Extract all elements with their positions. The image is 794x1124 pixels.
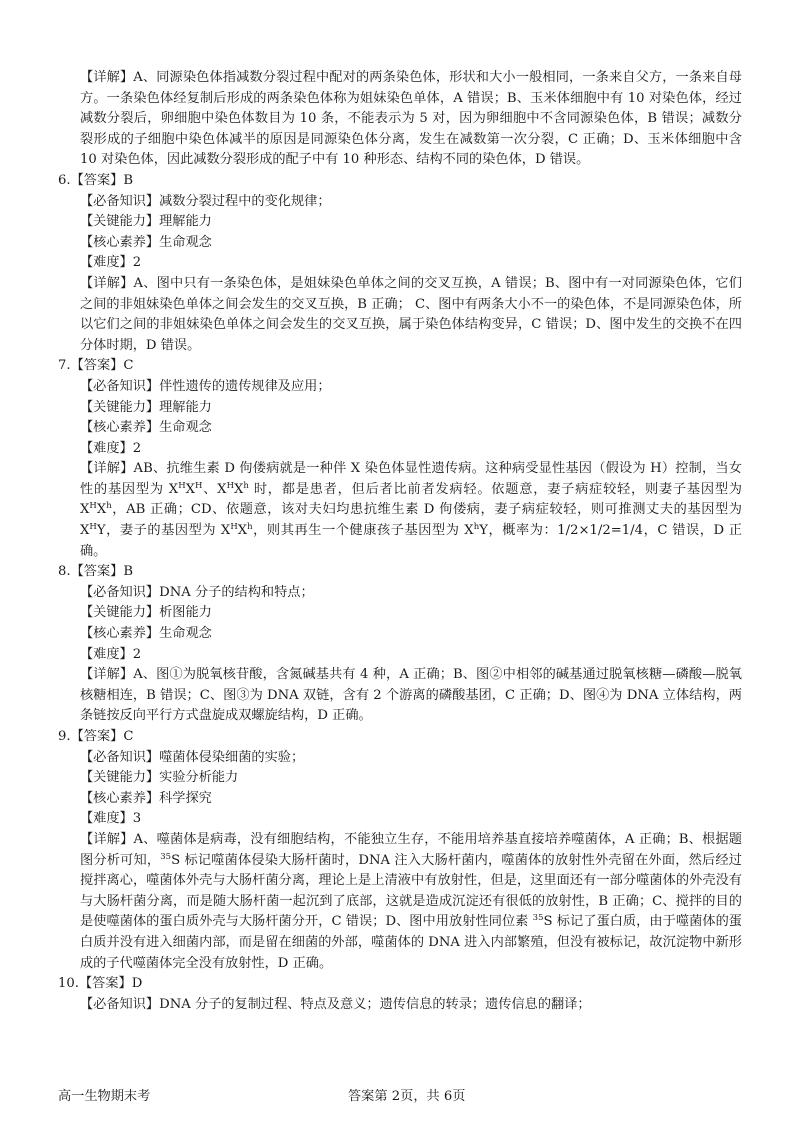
q9-difficulty: 【难度】3 <box>80 811 142 827</box>
q9-answer: 9.【答案】C <box>58 729 134 744</box>
q6-literacy: 【核心素养】生命观念 <box>80 234 212 250</box>
q5-detail: 【详解】A、同源染色体指减数分裂过程中配对的两条染色体，形状和大小一般相同，一条来自父方，一条来自母方。一条染色体经复制后形成的两条染色体称为姐妹染色单体，A 错误；B、玉米体细胞中有 10 对染色体，经过减数分裂后，卵细胞中染色体数目为 10 条，不能表示为 5 对，因为卵细胞中不含同源染色体，B 错误；减数分裂形成的子细胞中染色体减半的原因是同源染色体分离，发生在减数第一次分裂，C 正确；D、玉米体细胞中含 10 对染色体，因此减数分裂形成的配子中有 10 种形态、结构不同的染色体，D 错误。 <box>80 70 742 168</box>
q8-answer: 8.【答案】B <box>58 564 134 580</box>
q7-answer: 7.【答案】C <box>58 358 134 374</box>
q8-difficulty: 【难度】2 <box>80 646 142 662</box>
q8-knowledge: 【必备知识】DNA 分子的结构和特点； <box>80 584 314 600</box>
q6-knowledge: 【必备知识】减数分裂过程中的变化规律； <box>80 193 331 209</box>
q8-ability: 【关键能力】析图能力 <box>80 605 212 621</box>
q9-detail: 【详解】A、噬菌体是病毒，没有细胞结构，不能独立生存，不能用培养基直接培养噬菌体，A 正确；B、根据题图分析可知，$^{35}$S 标记噬菌体侵染大肠杆菌时，DNA 注入大肠杆菌内，噬菌体的放射性外壳留在外面，然后经过搅拌离心，噬菌体外壳与大肠杆菌分离，理论上是上清液中有放射性，但是，这里面还有一部分噬菌体的外壳没有与大肠杆菌分离，而是随大肠杆菌一起沉到了底部，这就是造成沉淀还有很低的放射性，B 正确；C、搅拌的目的是使噬菌体的蛋白质外壳与大肠杆菌分开，C 错误；D、图中用放射性同位素 $^{35}$S 标记了蛋白质，由于噬菌体的蛋白质并没有进入细菌内部，而是留在细菌的外部，噬菌体的 DNA 进入内部繁殖，但没有被标记，故沉淀物中新形成的子代噬菌体完全没有放射性，D 正确。 <box>80 831 742 971</box>
q7-ability: 【关键能力】理解能力 <box>80 399 212 415</box>
q6-difficulty: 【难度】2 <box>80 255 142 271</box>
q8-literacy: 【核心素养】生命观念 <box>80 626 212 642</box>
page-footer <box>58 1085 742 1105</box>
q6-detail: 【详解】A、图中只有一条染色体，是姐妹染色单体之间的交叉互换，A 错误；B、图中有一对同源染色体，它们之间的非姐妹染色单体之间会发生的交叉互换，B 正确； C、图中有两条大小不一的染色体，不是同源染色体，所以它们之间的非姐妹染色单体之间会发生的交叉互换，属于染色体结构变异，C 错误；D、图中发生的交换不在四分体时期，D 错误。 <box>80 275 742 353</box>
q7-detail: 【详解】AB、抗维生素 D 佝偻病就是一种伴 X 染色体显性遗传病。这种病受显性基因（假设为 H）控制，当女性的基因型为 $X^HX^H$、$X^HX^h$ 时，都是患者，但后者比前者发病轻。依题意，妻子病症较轻，则妻子基因型为 $X^HX^h$，AB 正确；CD、依题意，该对夫妇均患抗维生素 D 佝偻病，妻子病症较轻，则可推测丈夫的基因型为 $X^HY$，妻子的基因型为 $X^HX^h$，则其再生一个健康孩子基因型为 $X^hY$，概率为：1/2×1/2=1/4，C 错误，D 正确。 <box>80 461 742 559</box>
q7-knowledge: 【必备知识】伴性遗传的遗传规律及应用； <box>80 378 331 394</box>
q6-ability: 【关键能力】理解能力 <box>80 214 212 230</box>
q9-knowledge: 【必备知识】噬菌体侵染细菌的实验； <box>80 749 305 765</box>
q9-ability: 【关键能力】实验分析能力 <box>80 770 239 786</box>
q9-literacy: 【核心素养】科学探究 <box>80 790 212 806</box>
q7-difficulty: 【难度】2 <box>80 440 142 456</box>
answer-content <box>58 68 742 1015</box>
q10-answer: 10.【答案】D <box>58 976 143 992</box>
footer-page-number: 答案第 2页，共 6页 <box>348 1089 466 1104</box>
q8-detail: 【详解】A、图①为脱氧核苷酸，含氮碱基共有 4 种，A 正确；B、图②中相邻的碱基通过脱氧核糖—磷酸—脱氧核糖相连，B 错误；C、图③为 DNA 双链，含有 2 个游离的磷酸基团，C 正确；D、图④为 DNA 立体结构，两条链按反向平行方式盘旋成双螺旋结构，D 正确。 <box>80 667 742 724</box>
q10-knowledge: 【必备知识】DNA 分子的复制过程、特点及意义；遗传信息的转录；遗传信息的翻译； <box>80 996 591 1012</box>
footer-course: 高一生物期末考 <box>58 1089 151 1104</box>
q7-literacy: 【核心素养】生命观念 <box>80 420 212 436</box>
q6-answer: 6.【答案】B <box>58 172 134 188</box>
